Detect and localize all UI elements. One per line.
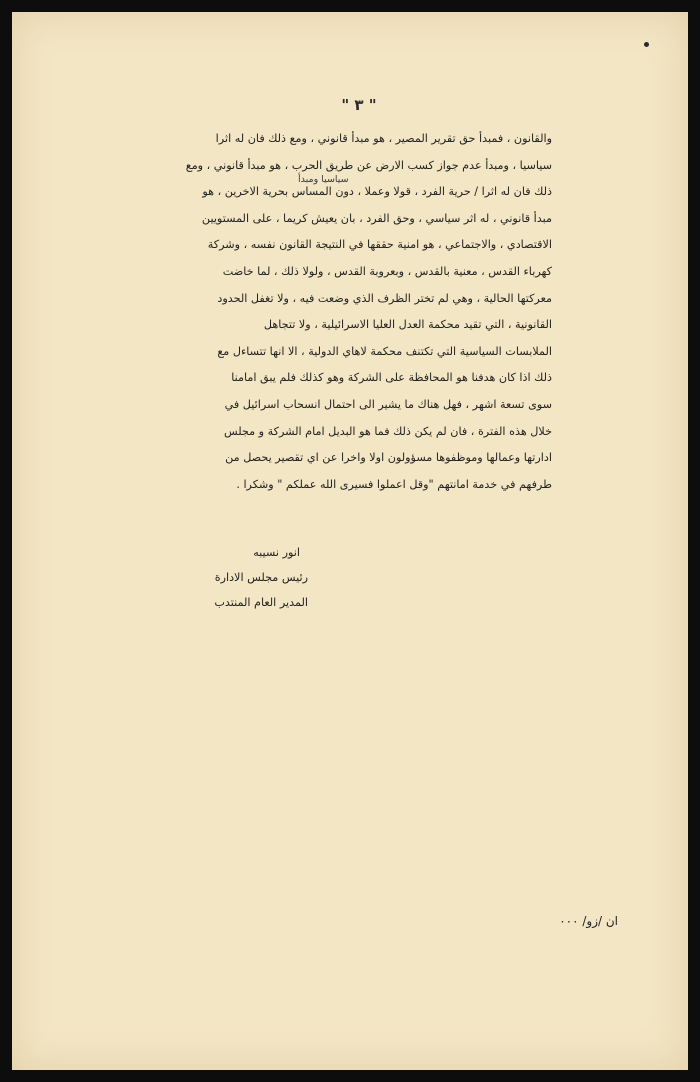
signatory-title: المدير العام المنتدب — [214, 596, 308, 609]
text-line: ذلك اذا كان هدفنا هو المحافظة على الشركة وهو كذلك فلم يبق امامنا — [231, 371, 552, 385]
text-line: خلال هذه الفترة ، فان لم يكن ذلك فما هو البديل امام الشركة و مجلس — [223, 424, 552, 438]
reference-code: ان /زو/ ٠٠٠ — [559, 914, 618, 928]
text-line: طرفهم في خدمة امانتهم "وقل اعملوا فسيرى الله عملكم " وشكرا . — [236, 477, 552, 491]
text-line: والقانون ، فمبدأ حق تقرير المصير ، هو مبدأ قانوني ، ومع ذلك فان له اثرا — [215, 132, 552, 145]
text-line: معركتها الحالية ، وهي لم تختر الظرف الذي وضعت فيه ، ولا تغفل الحدود — [217, 291, 552, 305]
text-line: الملابسات السياسية التي تكتنف محكمة لاهاي الدولية ، الا انها تتساءل مع — [217, 344, 552, 358]
text-line: ذلك فان له اثرا / حرية الفرد ، قولا وعملا ، دون المساس بحرية الاخرين ، هو — [202, 185, 552, 199]
text-line: كهرباء القدس ، معنية بالقدس ، وبعروبة القدس ، ولولا ذلك ، لما خاضت — [222, 264, 552, 278]
body-text — [160, 126, 552, 498]
document-page — [12, 12, 688, 1070]
page-number: " ٣ " — [341, 96, 377, 114]
text-line: سياسيا ، ومبدأ عدم جواز كسب الارض عن طريق الحرب ، هو مبدأ قانوني ، ومع — [185, 158, 552, 172]
text-line: سوى تسعة اشهر ، فهل هناك ما يشير الى احتمال انسحاب اسرائيل في — [224, 397, 552, 411]
handwritten-insertion: سياسيا ومبدأ — [298, 174, 349, 185]
ink-speck — [644, 42, 649, 47]
text-line: ادارتها وعمالها وموظفوها مسؤولون اولا واخرا عن اي تقصير يحصل من — [225, 451, 552, 465]
text-line: القانونية ، التي تقيد محكمة العدل العليا الاسرائيلية ، ولا تتجاهل — [263, 318, 552, 332]
signatory-title: رئيس مجلس الادارة — [214, 571, 308, 584]
signatory-name: انور نسيبه — [253, 546, 300, 559]
text-line: مبدأ قانوني ، له اثر سياسي ، وحق الفرد ، بان يعيش كريما ، على المستويين — [201, 211, 552, 225]
signature-block — [188, 540, 308, 615]
text-line: الاقتصادي ، والاجتماعي ، هو امنية حققها في النتيجة القانون نفسه ، وشركة — [207, 238, 552, 252]
